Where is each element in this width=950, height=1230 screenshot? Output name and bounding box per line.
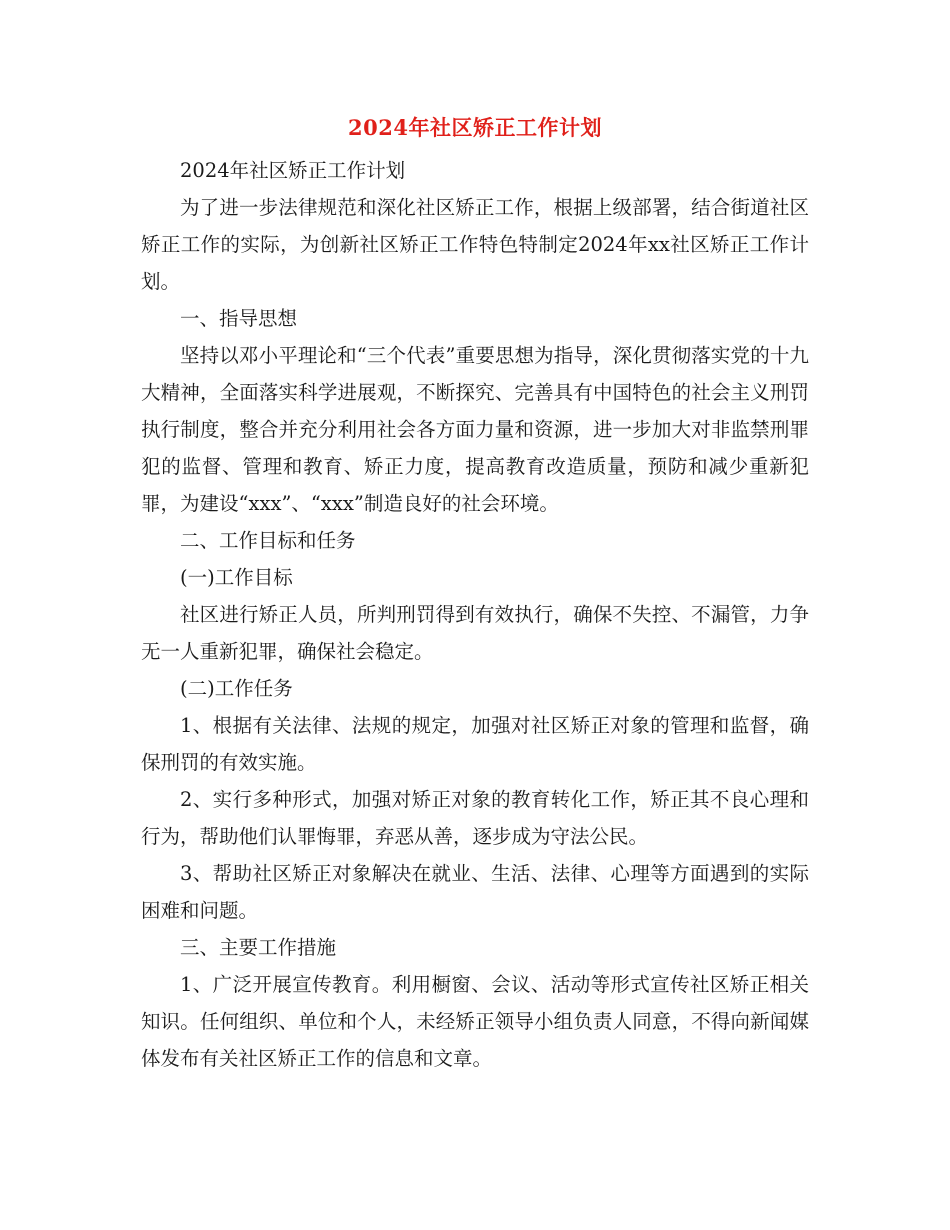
paragraph-task-2: 2、实行多种形式，加强对矫正对象的教育转化工作，矫正其不良心理和行为，帮助他们认罪悔罪，弃恶从善，逐步成为守法公民。: [141, 788, 809, 848]
heading-main-measures: 三、主要工作措施: [180, 936, 337, 959]
paragraph-intro: 为了进一步法律规范和深化社区矫正工作，根据上级部署，结合街道社区矫正工作的实际，为创新社区矫正工作特色特制定2024年xx社区矫正工作计划。: [141, 196, 809, 293]
subheading-goals: (一)工作目标: [180, 566, 293, 589]
paragraph-task-3: 3、帮助社区矫正对象解决在就业、生活、法律、心理等方面遇到的实际困难和问题。: [141, 862, 809, 922]
document-title: 2024年社区矫正工作计划: [348, 115, 602, 140]
paragraph-subtitle: 2024年社区矫正工作计划: [180, 159, 406, 182]
subheading-tasks: (二)工作任务: [180, 677, 293, 700]
heading-goals-and-tasks: 二、工作目标和任务: [180, 529, 356, 552]
paragraph-task-1: 1、根据有关法律、法规的规定，加强对社区矫正对象的管理和监督，确保刑罚的有效实施。: [141, 714, 809, 774]
paragraph-guiding-thought: 坚持以邓小平理论和“三个代表”重要思想为指导，深化贯彻落实党的十九大精神，全面落实科学进展观，不断探究、完善具有中国特色的社会主义刑罚执行制度，整合并充分利用社会各方面力量和资源，进一步加大对非监禁刑罪犯的监督、管理和教育、矫正力度，提高教育改造质量，预防和减少重新犯罪，为建设“xxx”、“xxx”制造良好的社会环境。: [141, 344, 809, 515]
paragraph-goals: 社区进行矫正人员，所判刑罚得到有效执行，确保不失控、不漏管，力争无一人重新犯罪，确保社会稳定。: [141, 603, 809, 663]
heading-guiding-thought: 一、指导思想: [180, 307, 298, 330]
paragraph-measure-1: 1、广泛开展宣传教育。利用橱窗、会议、活动等形式宣传社区矫正相关知识。任何组织、单位和个人，未经矫正领导小组负责人同意，不得向新闻媒体发布有关社区矫正工作的信息和文章。: [141, 973, 809, 1070]
document-body: [141, 152, 809, 1077]
